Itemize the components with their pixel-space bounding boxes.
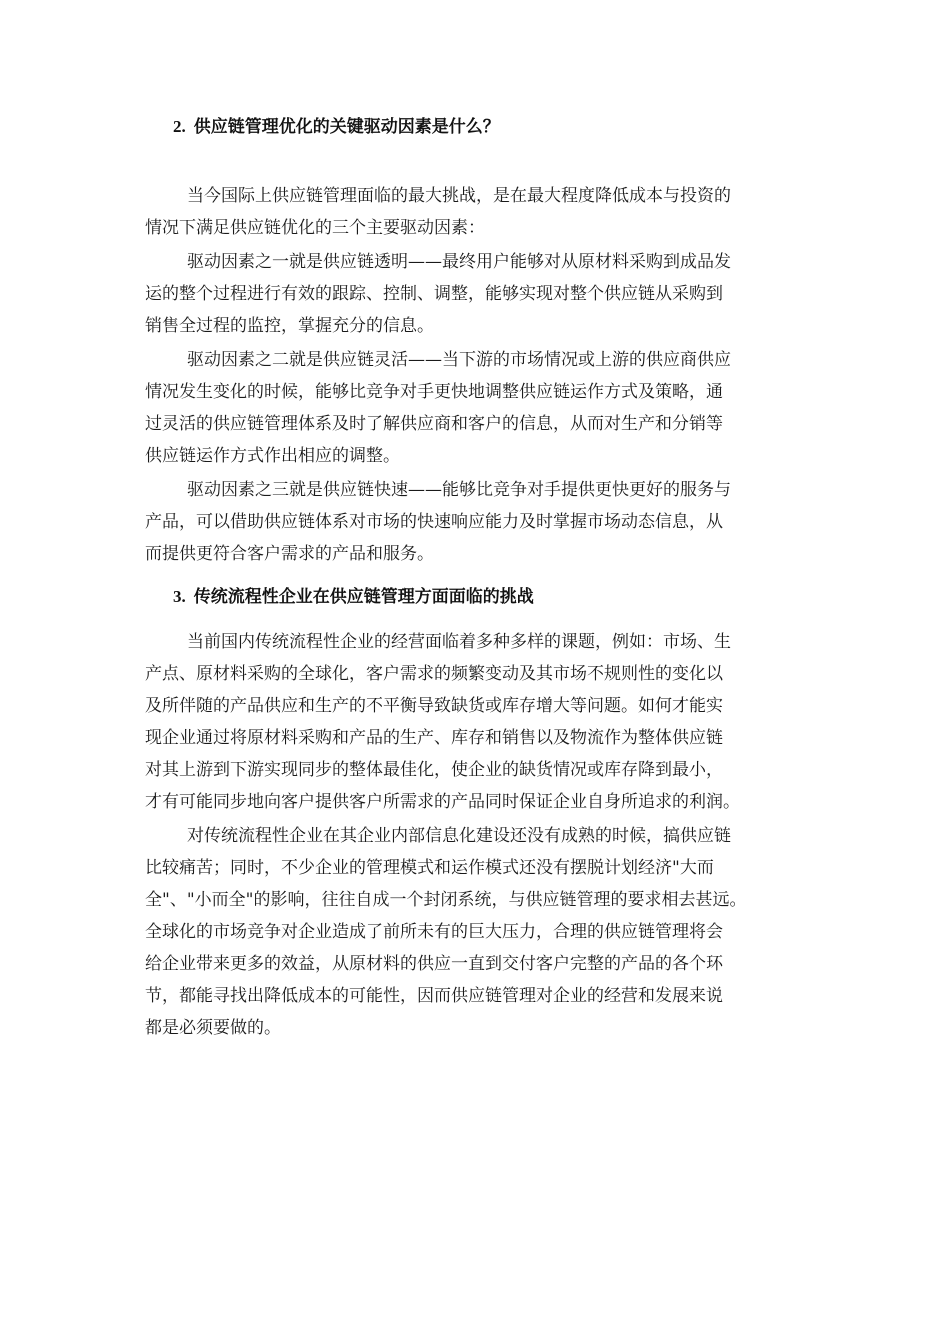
text-line: 当今国际上供应链管理面临的最大挑战，是在最大程度降低成本与投资的 bbox=[187, 186, 731, 206]
text-line: 比较痛苦；同时，不少企业的管理模式和运作模式还没有摆脱计划经济"大而 bbox=[145, 858, 714, 878]
text-line: 现企业通过将原材料采购和产品的生产、库存和销售以及物流作为整体供应链 bbox=[145, 728, 723, 748]
text-line: 运的整个过程进行有效的跟踪、控制、调整，能够实现对整个供应链从采购到 bbox=[145, 284, 723, 304]
text-line: 给企业带来更多的效益，从原材料的供应一直到交付客户完整的产品的各个环 bbox=[145, 954, 723, 974]
paragraph bbox=[145, 474, 815, 570]
text-line: 而提供更符合客户需求的产品和服务。 bbox=[145, 544, 434, 564]
text-line: 产点、原材料采购的全球化，客户需求的频繁变动及其市场不规则性的变化以 bbox=[145, 664, 723, 684]
text-line: 节，都能寻找出降低成本的可能性，因而供应链管理对企业的经营和发展来说 bbox=[145, 986, 723, 1006]
text-line: 才有可能同步地向客户提供客户所需求的产品同时保证企业自身所追求的利润。 bbox=[145, 792, 740, 812]
paragraph bbox=[145, 626, 815, 818]
section-title: 供应链管理优化的关键驱动因素是什么？ bbox=[193, 117, 500, 137]
section-number: 3. bbox=[173, 587, 186, 606]
section-title: 传统流程性企业在供应链管理方面面临的挑战 bbox=[193, 587, 534, 607]
text-line: 过灵活的供应链管理体系及时了解供应商和客户的信息，从而对生产和分销等 bbox=[145, 414, 723, 434]
text-line: 产品，可以借助供应链体系对市场的快速响应能力及时掌握市场动态信息，从 bbox=[145, 512, 723, 532]
text-line: 全球化的市场竞争对企业造成了前所未有的巨大压力，合理的供应链管理将会 bbox=[145, 922, 723, 942]
text-line: 情况发生变化的时候，能够比竞争对手更快地调整供应链运作方式及策略，通 bbox=[145, 382, 723, 402]
text-line: 全"、"小而全"的影响，往往自成一个封闭系统，与供应链管理的要求相去甚远。 bbox=[145, 890, 747, 910]
paragraph bbox=[145, 820, 815, 1044]
text-line: 对传统流程性企业在其企业内部信息化建设还没有成熟的时候，搞供应链 bbox=[187, 826, 731, 846]
text-line: 驱动因素之三就是供应链快速——能够比竞争对手提供更快更好的服务与 bbox=[187, 480, 731, 500]
paragraph bbox=[145, 344, 815, 472]
text-line: 销售全过程的监控，掌握充分的信息。 bbox=[145, 316, 434, 336]
text-line: 驱动因素之二就是供应链灵活——当下游的市场情况或上游的供应商供应 bbox=[187, 350, 731, 370]
text-line: 供应链运作方式作出相应的调整。 bbox=[145, 446, 400, 466]
section-heading-2 bbox=[145, 112, 815, 142]
document-body bbox=[145, 112, 815, 1044]
text-line: 驱动因素之一就是供应链透明——最终用户能够对从原材料采购到成品发 bbox=[187, 252, 731, 272]
section-heading-3 bbox=[145, 582, 815, 612]
paragraph bbox=[145, 246, 815, 342]
text-line: 都是必须要做的。 bbox=[145, 1018, 281, 1038]
section-number: 2. bbox=[173, 117, 186, 136]
text-line: 及所伴随的产品供应和生产的不平衡导致缺货或库存增大等问题。如何才能实 bbox=[145, 696, 723, 716]
text-line: 对其上游到下游实现同步的整体最佳化，使企业的缺货情况或库存降到最小， bbox=[145, 760, 723, 780]
text-line: 当前国内传统流程性企业的经营面临着多种多样的课题，例如：市场、生 bbox=[187, 632, 731, 652]
paragraph bbox=[145, 180, 815, 244]
text-line: 情况下满足供应链优化的三个主要驱动因素： bbox=[145, 218, 485, 238]
